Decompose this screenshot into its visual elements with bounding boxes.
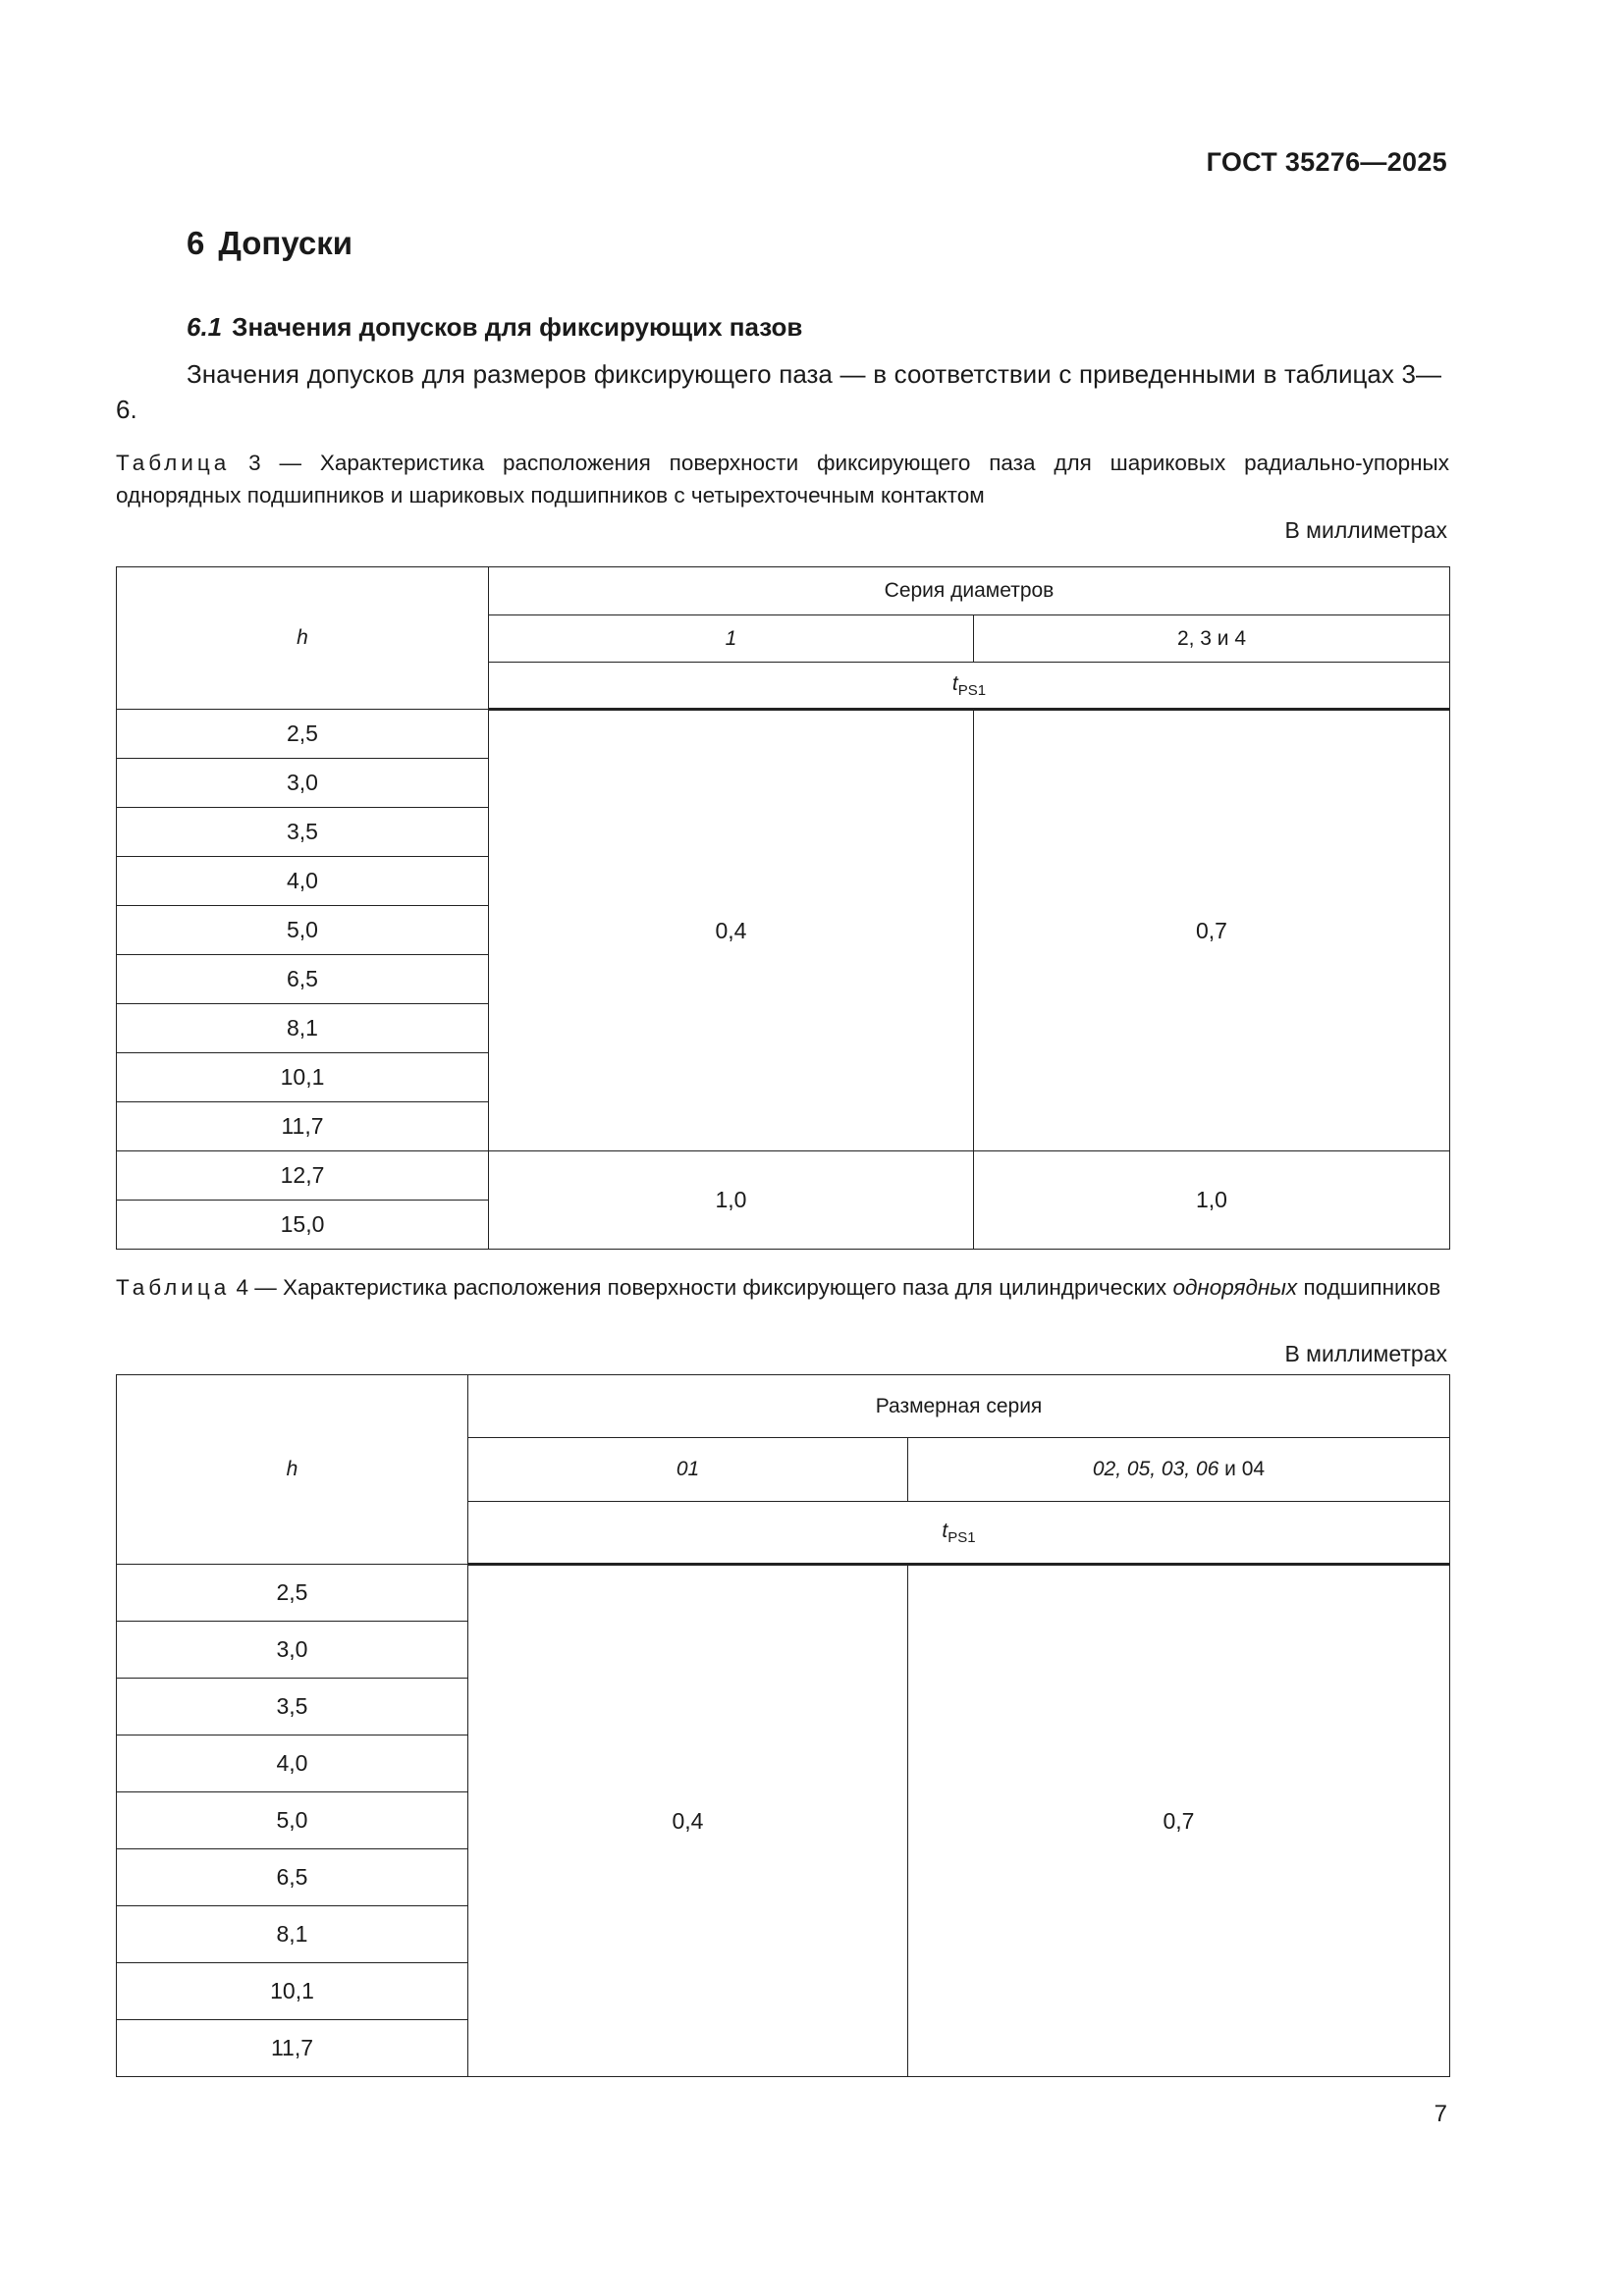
table3-h-cell: 11,7 (117, 1102, 489, 1151)
table3-caption-text: 3 — Характеристика расположения поверхности фиксирующего паза для шариковых радиально-упорных однорядных подшипников и шариковых подшипников с четырехточечным контактом (116, 451, 1449, 507)
section-heading (187, 225, 352, 262)
table4-param-sub: PS1 (947, 1528, 976, 1546)
table4-value-cell: 0,4 (468, 1565, 908, 2077)
table4-col-a: 01 (468, 1438, 908, 1502)
table3-h-cell: 8,1 (117, 1004, 489, 1053)
table4-col-b-conj: и (1224, 1458, 1236, 1480)
table3-h-cell: 12,7 (117, 1151, 489, 1201)
table3-group-header: Серия диаметров (489, 567, 1450, 615)
table4-col-b-last: 04 (1241, 1458, 1266, 1480)
table4-param: t (942, 1519, 948, 1542)
table3-h-cell: 15,0 (117, 1201, 489, 1250)
table4 (116, 1374, 1450, 2077)
table4-h-cell: 2,5 (117, 1565, 468, 1622)
table3-param-sub: PS1 (957, 681, 987, 699)
table3-value-cell: 0,7 (974, 710, 1450, 1151)
table4-caption-text: 4 — Характеристика расположения поверхности фиксирующего паза для цилиндрических (236, 1275, 1167, 1300)
table3-col-h: h (117, 567, 489, 710)
table3-h-cell: 3,0 (117, 759, 489, 808)
table3-h-cell: 10,1 (117, 1053, 489, 1102)
table3-h-cell: 2,5 (117, 710, 489, 759)
table4-col-h: h (117, 1375, 468, 1565)
table3-col-a: 1 (489, 615, 974, 663)
table3 (116, 566, 1450, 1250)
table3-caption-label: Таблица (116, 451, 231, 475)
table3-caption (116, 447, 1449, 511)
table3-param: t (951, 671, 958, 695)
table4-h-cell: 5,0 (117, 1792, 468, 1849)
table4-h-cell: 8,1 (117, 1906, 468, 1963)
table4-h-cell: 4,0 (117, 1735, 468, 1792)
table4-caption-italic: однорядных (1172, 1275, 1298, 1300)
page-number: 7 (1434, 2101, 1447, 2127)
table4-col-b-series: 02, 05, 03, 06 (1092, 1458, 1219, 1480)
table3-h-cell: 3,5 (117, 808, 489, 857)
table4-h-cell: 10,1 (117, 1963, 468, 2020)
table4-units: В миллиметрах (1284, 1341, 1447, 1366)
table3-value-cell: 1,0 (974, 1151, 1450, 1250)
table4-h-cell: 6,5 (117, 1849, 468, 1906)
table4-value-cell: 0,7 (908, 1565, 1450, 2077)
table4-caption-label: Таблица (116, 1275, 231, 1300)
table4-param-header (468, 1502, 1450, 1565)
table3-value-cell: 1,0 (489, 1151, 974, 1250)
document-code: ГОСТ 35276—2025 (1206, 147, 1447, 177)
table3-h-cell: 4,0 (117, 857, 489, 906)
intro-paragraph: Значения допусков для размеров фиксирующего паза — в соответствии с приведенными в таблицах 3—6. (116, 359, 1441, 424)
table4-caption (116, 1271, 1449, 1304)
subsection-heading (187, 312, 802, 343)
subsection-title: Значения допусков для фиксирующих пазов (232, 312, 803, 342)
table3-value-cell: 0,4 (489, 710, 974, 1151)
table4-h-cell: 3,5 (117, 1679, 468, 1735)
table4-h-cell: 11,7 (117, 2020, 468, 2077)
table3-h-cell: 5,0 (117, 906, 489, 955)
table4-col-b (908, 1438, 1450, 1502)
table4-caption-tail: подшипников (1303, 1275, 1441, 1300)
table3-h-cell: 6,5 (117, 955, 489, 1004)
table4-h-cell: 3,0 (117, 1622, 468, 1679)
subsection-number: 6.1 (187, 312, 223, 342)
section-number: 6 (187, 225, 205, 261)
table3-col-b: 2, 3 и 4 (974, 615, 1450, 663)
table3-param-header (489, 663, 1450, 710)
table4-group-header: Размерная серия (468, 1375, 1450, 1438)
table3-units: В миллиметрах (1284, 517, 1447, 543)
section-title: Допуски (218, 225, 353, 261)
